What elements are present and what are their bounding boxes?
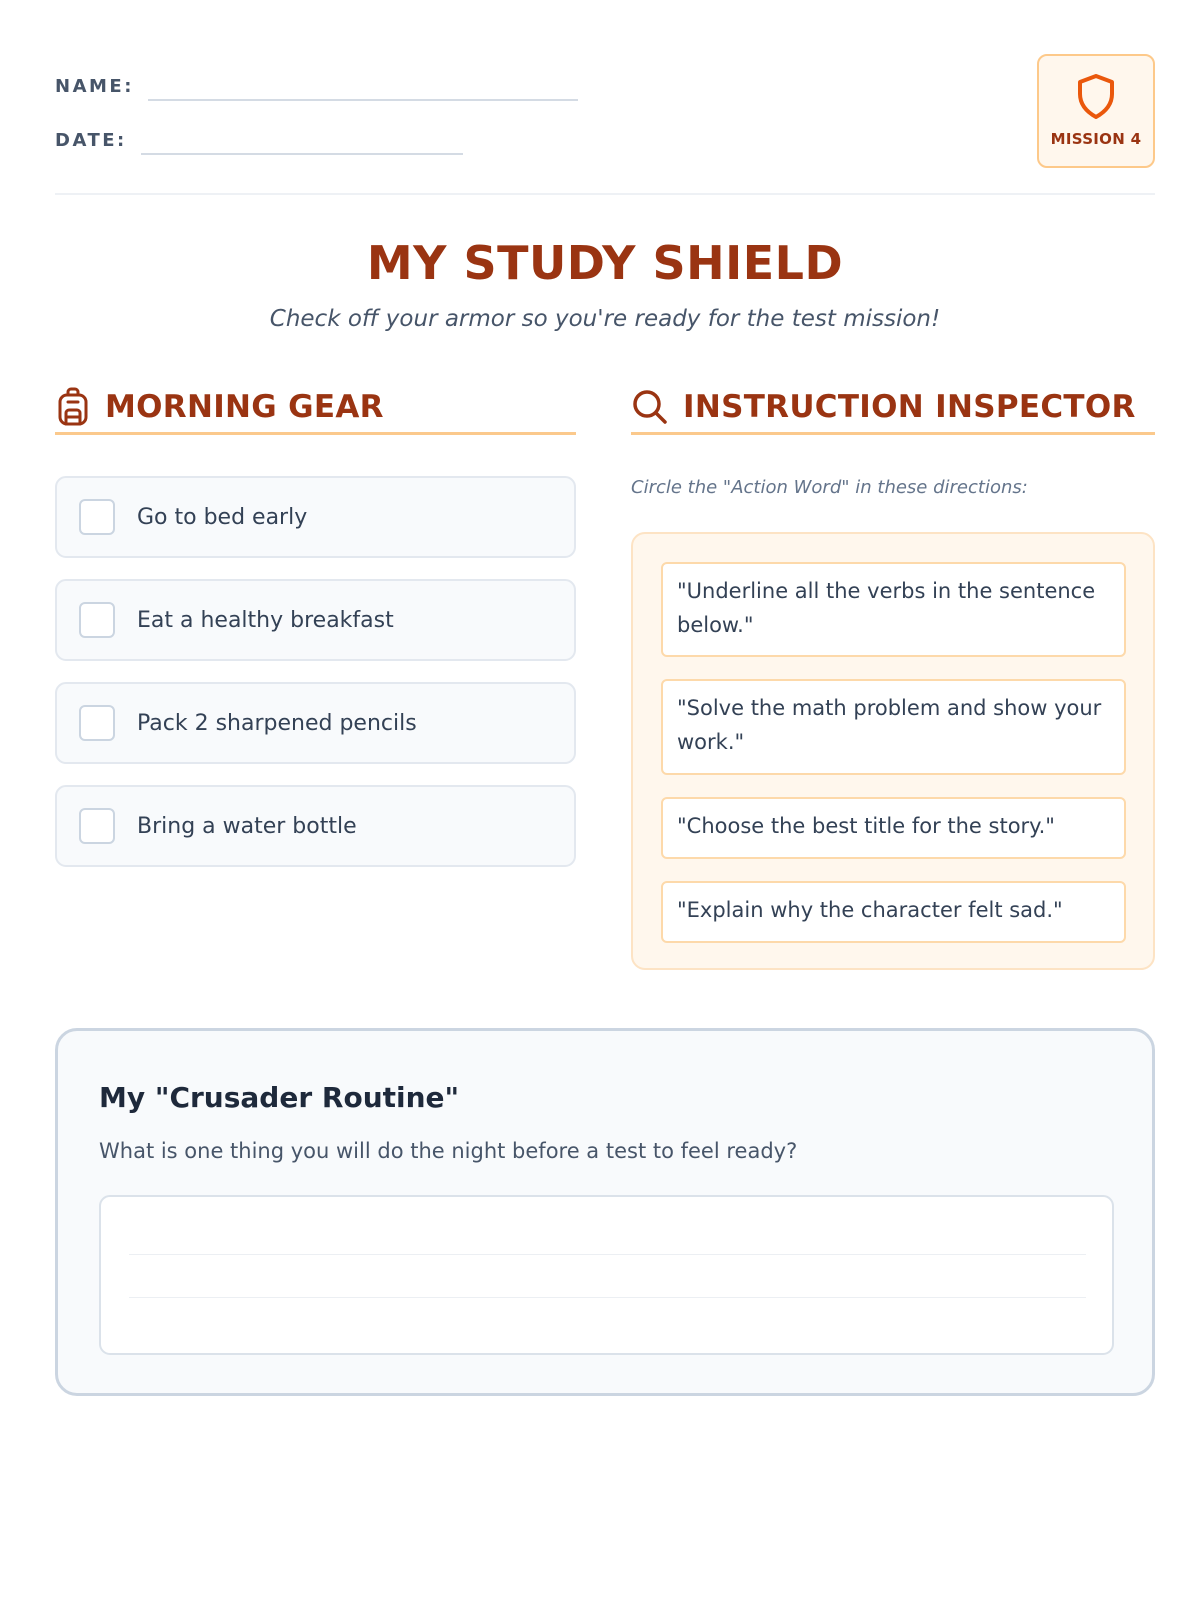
- direction-card[interactable]: "Choose the best title for the story.": [661, 797, 1126, 859]
- checklist-item-label: Pack 2 sharpened pencils: [137, 710, 417, 736]
- page-title: MY STUDY SHIELD: [366, 236, 844, 290]
- routine-title: My "Crusader Routine": [99, 1081, 460, 1114]
- writing-line: [129, 1254, 1086, 1255]
- checkbox[interactable]: [79, 602, 115, 638]
- morning-gear-title: MORNING GEAR: [105, 389, 384, 425]
- morning-gear-header: [55, 382, 576, 435]
- writing-line: [129, 1297, 1086, 1298]
- routine-question: What is one thing you will do the night before a test to feel ready?: [99, 1139, 798, 1163]
- date-field[interactable]: [141, 152, 463, 155]
- instruction-inspector-header: [631, 382, 1155, 435]
- date-label: DATE:: [55, 130, 127, 151]
- backpack-icon: [55, 387, 91, 427]
- checklist-item-label: Go to bed early: [137, 504, 308, 530]
- direction-card[interactable]: "Explain why the character felt sad.": [661, 881, 1126, 943]
- checkbox[interactable]: [79, 808, 115, 844]
- header-divider: [55, 193, 1155, 195]
- checkbox[interactable]: [79, 499, 115, 535]
- name-field[interactable]: [148, 98, 578, 101]
- checklist-item[interactable]: [55, 785, 576, 867]
- checklist-item-label: Eat a healthy breakfast: [137, 607, 394, 633]
- magnifier-icon: [631, 388, 669, 426]
- crusader-routine-card: [55, 1028, 1155, 1396]
- mission-badge-label: MISSION 4: [1050, 130, 1142, 148]
- routine-answer-field[interactable]: [99, 1195, 1114, 1355]
- page-subtitle: Check off your armor so you're ready for the test mission!: [269, 306, 941, 332]
- checklist-item[interactable]: [55, 476, 576, 558]
- instruction-hint: Circle the "Action Word" in these directions:: [631, 477, 1028, 498]
- date-row: [55, 130, 463, 151]
- worksheet-page: [55, 0, 1155, 1600]
- direction-card[interactable]: "Underline all the verbs in the sentence below.": [661, 562, 1126, 657]
- direction-card[interactable]: "Solve the math problem and show your work.": [661, 679, 1126, 775]
- checklist-item-label: Bring a water bottle: [137, 813, 357, 839]
- name-row: [55, 76, 578, 97]
- checklist-item[interactable]: [55, 579, 576, 661]
- directions-panel: [631, 532, 1155, 970]
- mission-badge: [1037, 54, 1155, 168]
- instruction-inspector-title: INSTRUCTION INSPECTOR: [683, 389, 1136, 425]
- name-label: NAME:: [55, 76, 134, 97]
- shield-icon: [1075, 72, 1117, 120]
- checkbox[interactable]: [79, 705, 115, 741]
- checklist-item[interactable]: [55, 682, 576, 764]
